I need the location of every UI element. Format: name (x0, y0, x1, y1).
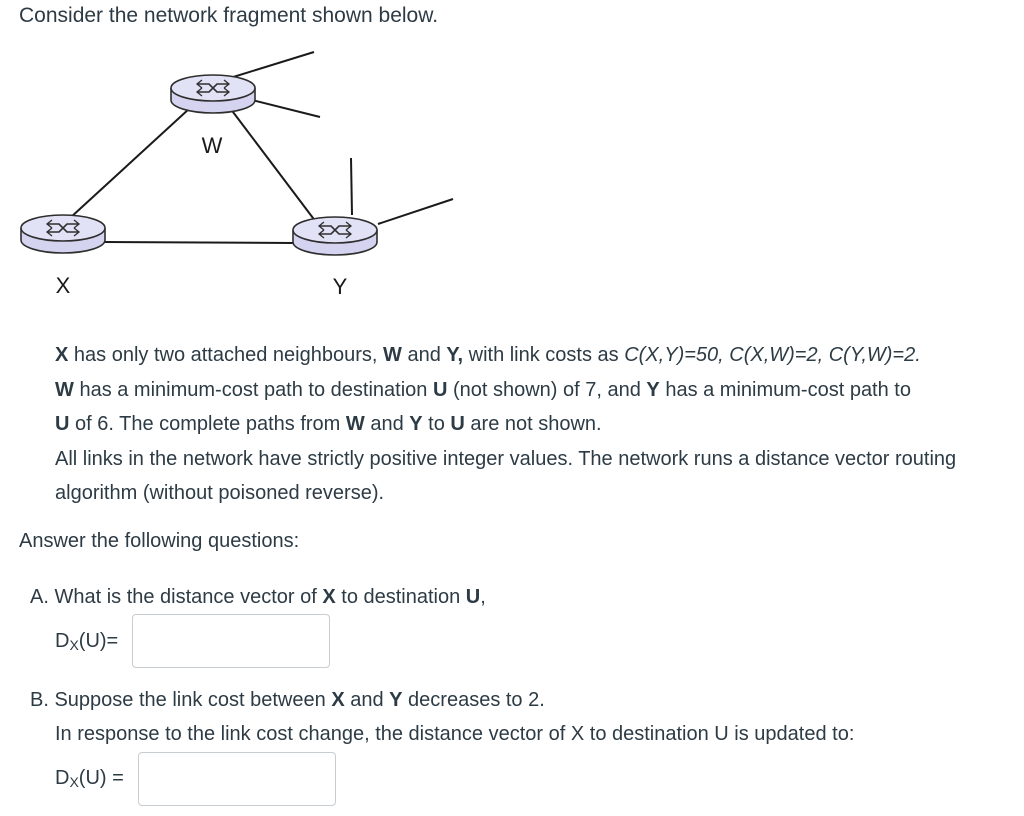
link-w-y (230, 108, 316, 222)
problem-paragraph-2: All links in the network have strictly positive integer values. The network runs a distance vector routing algorithm (without poisoned reverse). (55, 447, 957, 504)
router-w-icon (171, 75, 255, 113)
label-w: W (201, 133, 223, 158)
problem-paragraph-1: X has only two attached neighbours, W and Y, with link costs as C(X,Y)=50, C(X,W)=2, C(Y,W)=2. W has a minimum-cost path to destination U (not shown) of 7, and Y has a minimum-cost path to U of 6. The complete paths from W and Y to U are not shown. (55, 344, 921, 435)
answer-a-input[interactable] (132, 614, 330, 668)
question-b: B. Suppose the link cost between X and Y decreases to 2. (30, 689, 545, 711)
label-x: X (55, 273, 71, 298)
label-y: Y (332, 274, 348, 299)
router-y-icon (293, 217, 377, 255)
question-a: A. What is the distance vector of X to destination U, (30, 586, 486, 608)
link-w-ext-1 (230, 52, 314, 78)
link-y-ext-1 (351, 158, 352, 215)
intro-text: Consider the network fragment shown below. (19, 4, 439, 27)
dx-label-b: $D_X(U)$ = (55, 767, 124, 790)
dx-label-a: $D_X(U)=$ (55, 630, 119, 653)
link-x-w (70, 108, 190, 218)
answer-heading: Answer the following questions: (19, 530, 300, 552)
network-diagram (0, 40, 480, 310)
link-y-ext-2 (378, 199, 453, 224)
answer-b-input[interactable] (138, 752, 336, 806)
problem-description (55, 338, 1015, 511)
link-x-y (104, 242, 294, 243)
link-w-ext-2 (252, 100, 320, 117)
router-x-icon (21, 215, 105, 253)
question-b-line2: In response to the link cost change, the distance vector of X to destination U is updated to: (55, 723, 855, 745)
